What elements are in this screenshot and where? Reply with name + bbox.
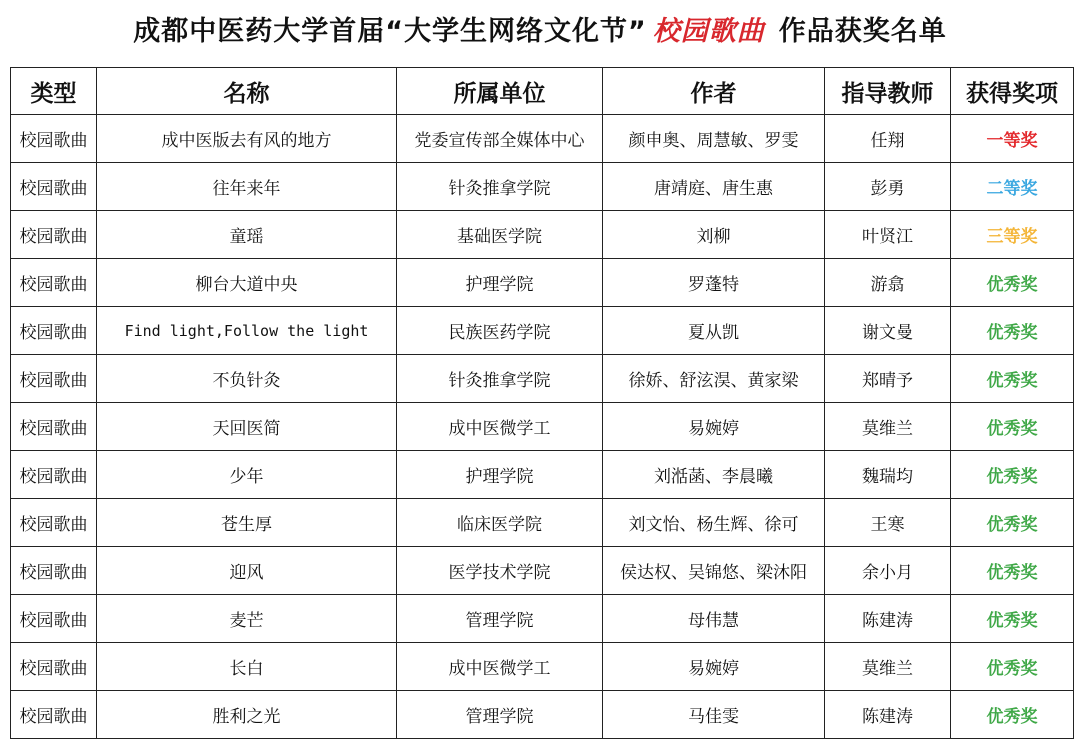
cell-unit: 医学技术学院 — [397, 547, 603, 595]
cell-award: 优秀奖 — [951, 499, 1074, 547]
table-row — [11, 403, 1074, 451]
cell-author: 唐靖庭、唐生惠 — [603, 163, 825, 211]
cell-advisor: 莫维兰 — [825, 403, 951, 451]
cell-award: 三等奖 — [951, 211, 1074, 259]
cell-advisor: 陈建涛 — [825, 595, 951, 643]
cell-unit: 针灸推拿学院 — [397, 163, 603, 211]
cell-award: 优秀奖 — [951, 547, 1074, 595]
table-row — [11, 643, 1074, 691]
cell-award: 优秀奖 — [951, 595, 1074, 643]
cell-author: 易婉婷 — [603, 403, 825, 451]
cell-name: 长白 — [97, 643, 397, 691]
cell-author: 刘湉菡、李晨曦 — [603, 451, 825, 499]
header-award: 获得奖项 — [951, 68, 1074, 115]
award-table — [10, 67, 1074, 739]
cell-unit: 护理学院 — [397, 451, 603, 499]
cell-author: 马佳雯 — [603, 691, 825, 739]
cell-name: 胜利之光 — [97, 691, 397, 739]
header-row — [11, 68, 1074, 115]
table-row — [11, 691, 1074, 739]
table-row — [11, 115, 1074, 163]
cell-type: 校园歌曲 — [11, 355, 97, 403]
cell-advisor: 郑晴予 — [825, 355, 951, 403]
table-row — [11, 595, 1074, 643]
title-highlight: 校园歌曲 — [652, 15, 765, 47]
cell-award: 优秀奖 — [951, 355, 1074, 403]
cell-award: 优秀奖 — [951, 403, 1074, 451]
cell-advisor: 余小月 — [825, 547, 951, 595]
cell-name: Find light,Follow the light — [97, 307, 397, 355]
cell-advisor: 陈建涛 — [825, 691, 951, 739]
cell-name: 少年 — [97, 451, 397, 499]
cell-type: 校园歌曲 — [11, 691, 97, 739]
cell-award: 二等奖 — [951, 163, 1074, 211]
cell-type: 校园歌曲 — [11, 307, 97, 355]
cell-award: 优秀奖 — [951, 307, 1074, 355]
title-prefix: 成都中医药大学首届“大学生网络文化节” — [133, 15, 647, 47]
header-advisor: 指导教师 — [825, 68, 951, 115]
table-row — [11, 355, 1074, 403]
cell-type: 校园歌曲 — [11, 403, 97, 451]
header-name: 名称 — [97, 68, 397, 115]
page-title — [0, 0, 1080, 56]
cell-author: 刘柳 — [603, 211, 825, 259]
cell-author: 颜申奥、周慧敏、罗雯 — [603, 115, 825, 163]
cell-advisor: 任翔 — [825, 115, 951, 163]
cell-author: 徐娇、舒泫淏、黄家梁 — [603, 355, 825, 403]
cell-advisor: 谢文曼 — [825, 307, 951, 355]
cell-unit: 基础医学院 — [397, 211, 603, 259]
cell-name: 天回医简 — [97, 403, 397, 451]
cell-award: 一等奖 — [951, 115, 1074, 163]
cell-advisor: 魏瑞均 — [825, 451, 951, 499]
table-row — [11, 307, 1074, 355]
table-row — [11, 547, 1074, 595]
cell-advisor: 王寒 — [825, 499, 951, 547]
cell-unit: 成中医微学工 — [397, 403, 603, 451]
cell-unit: 党委宣传部全媒体中心 — [397, 115, 603, 163]
table-row — [11, 259, 1074, 307]
cell-name: 不负针灸 — [97, 355, 397, 403]
cell-unit: 成中医微学工 — [397, 643, 603, 691]
cell-type: 校园歌曲 — [11, 499, 97, 547]
cell-advisor: 莫维兰 — [825, 643, 951, 691]
table-row — [11, 451, 1074, 499]
cell-author: 罗蓬特 — [603, 259, 825, 307]
cell-name: 迎风 — [97, 547, 397, 595]
cell-unit: 民族医药学院 — [397, 307, 603, 355]
cell-type: 校园歌曲 — [11, 115, 97, 163]
table-row — [11, 211, 1074, 259]
title-suffix: 作品获奖名单 — [778, 15, 947, 47]
cell-award: 优秀奖 — [951, 259, 1074, 307]
cell-unit: 管理学院 — [397, 691, 603, 739]
cell-advisor: 叶贤江 — [825, 211, 951, 259]
table-row — [11, 499, 1074, 547]
cell-author: 刘文怡、杨生辉、徐可 — [603, 499, 825, 547]
cell-award: 优秀奖 — [951, 691, 1074, 739]
cell-type: 校园歌曲 — [11, 451, 97, 499]
cell-award: 优秀奖 — [951, 643, 1074, 691]
cell-advisor: 彭勇 — [825, 163, 951, 211]
cell-type: 校园歌曲 — [11, 595, 97, 643]
cell-type: 校园歌曲 — [11, 643, 97, 691]
cell-award: 优秀奖 — [951, 451, 1074, 499]
cell-advisor: 游翕 — [825, 259, 951, 307]
cell-unit: 管理学院 — [397, 595, 603, 643]
cell-name: 麦芒 — [97, 595, 397, 643]
cell-name: 柳台大道中央 — [97, 259, 397, 307]
cell-type: 校园歌曲 — [11, 259, 97, 307]
cell-unit: 针灸推拿学院 — [397, 355, 603, 403]
cell-unit: 临床医学院 — [397, 499, 603, 547]
cell-author: 侯达权、吴锦悠、梁沐阳 — [603, 547, 825, 595]
header-author: 作者 — [603, 68, 825, 115]
table-row — [11, 163, 1074, 211]
header-unit: 所属单位 — [397, 68, 603, 115]
cell-author: 夏从凯 — [603, 307, 825, 355]
cell-author: 母伟慧 — [603, 595, 825, 643]
cell-name: 童瑶 — [97, 211, 397, 259]
cell-name: 往年来年 — [97, 163, 397, 211]
cell-author: 易婉婷 — [603, 643, 825, 691]
cell-name: 苍生厚 — [97, 499, 397, 547]
cell-type: 校园歌曲 — [11, 211, 97, 259]
header-type: 类型 — [11, 68, 97, 115]
cell-name: 成中医版去有风的地方 — [97, 115, 397, 163]
cell-unit: 护理学院 — [397, 259, 603, 307]
cell-type: 校园歌曲 — [11, 547, 97, 595]
cell-type: 校园歌曲 — [11, 163, 97, 211]
